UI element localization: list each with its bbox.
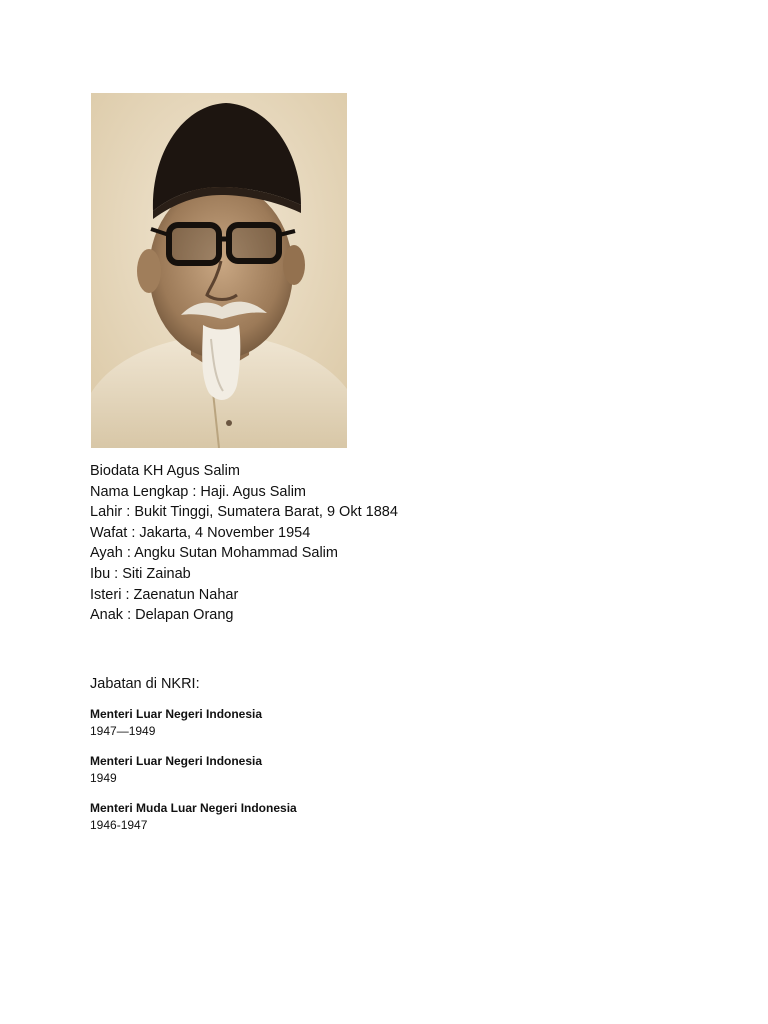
biodata-father: Ayah : Angku Sutan Mohammad Salim (90, 545, 338, 562)
position-years: 1949 (90, 771, 117, 785)
position-item (90, 800, 690, 834)
biodata-death: Wafat : Jakarta, 4 November 1954 (90, 524, 311, 541)
portrait-photo (91, 93, 347, 448)
position-item (90, 753, 690, 787)
biodata-full-name: Nama Lengkap : Haji. Agus Salim (90, 483, 306, 500)
biodata-birth: Lahir : Bukit Tinggi, Sumatera Barat, 9 Okt 1884 (90, 504, 398, 521)
position-title: Menteri Muda Luar Negeri Indonesia (90, 801, 297, 815)
biodata-children: Anak : Delapan Orang (90, 607, 234, 624)
positions-heading: Jabatan di NKRI: (90, 676, 200, 692)
position-years: 1946-1947 (90, 818, 148, 832)
biodata-mother: Ibu : Siti Zainab (90, 565, 191, 582)
position-item (90, 706, 690, 740)
position-years: 1947—1949 (90, 724, 156, 738)
positions-list (90, 706, 690, 847)
portrait-illustration (91, 93, 347, 448)
biodata-block (90, 461, 690, 626)
position-title: Menteri Luar Negeri Indonesia (90, 707, 263, 721)
biodata-title: Biodata KH Agus Salim (90, 463, 240, 479)
position-title: Menteri Luar Negeri Indonesia (90, 754, 263, 768)
biodata-wife: Isteri : Zaenatun Nahar (90, 586, 239, 603)
